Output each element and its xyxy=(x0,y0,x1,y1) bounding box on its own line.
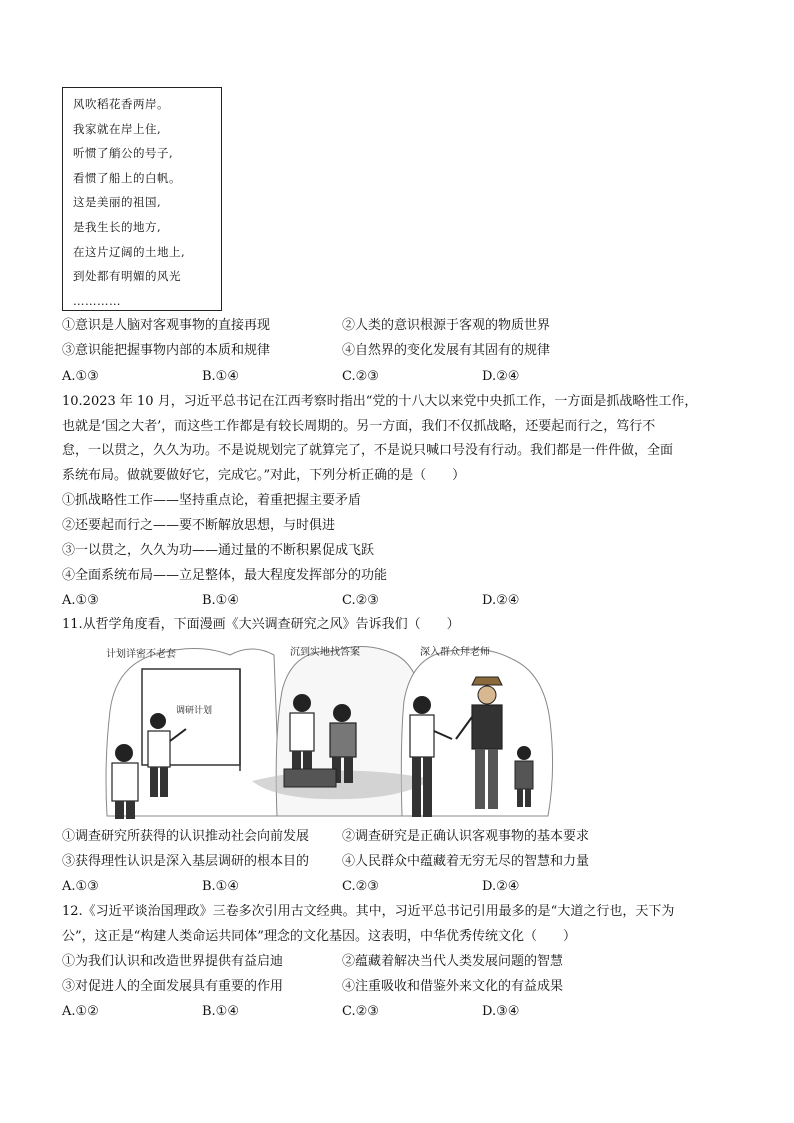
q10-stem-line: 10.2023 年 10 月，习近平总书记在江西考察时指出“党的十八大以来党中央抓工作，一方面是抓战略性工作， xyxy=(62,394,698,409)
farmer-hat xyxy=(472,677,502,685)
panel-2-title: 沉到实地找答案 xyxy=(290,647,360,658)
poem-line: 到处都有明媚的风光 xyxy=(73,269,181,284)
poem-line: 我家就在岸上住, xyxy=(73,121,162,136)
investigator-1-head xyxy=(293,694,311,712)
poem-line: 在这片辽阔的土地上, xyxy=(73,244,186,259)
q11-choice-b: B.①④ xyxy=(202,879,239,894)
q10-option-3: ③一以贯之，久久为功——通过量的不断积累促成飞跃 xyxy=(62,543,375,558)
poem-line: 是我生长的地方, xyxy=(73,219,162,234)
q12-option-1: ①为我们认识和改造世界提供有益启迪 xyxy=(62,954,284,969)
q12-choice-b: B.①④ xyxy=(202,1004,239,1019)
q12-stem-line: 公”，这正是“构建人类命运共同体”理念的文化基因。这表明，中华优秀传统文化（ ） xyxy=(62,929,576,944)
q9-choice-d: D.②④ xyxy=(482,369,520,384)
poem-line: 这是美丽的祖国, xyxy=(73,195,162,210)
cartoon-illustration xyxy=(102,641,560,821)
q9-option-3: ③意识能把握事物内部的本质和规律 xyxy=(62,343,271,358)
q11-choice-c: C.②③ xyxy=(342,879,379,894)
poem-line: 听惯了艄公的号子, xyxy=(73,146,174,161)
farmer-head xyxy=(478,686,496,704)
q9-choice-a: A.①③ xyxy=(62,369,99,384)
q10-choice-a: A.①③ xyxy=(62,593,99,608)
q10-option-1: ①抓战略性工作——坚持重点论，着重把握主要矛盾 xyxy=(62,493,362,508)
q10-stem-line: 怠，一以贯之，久久为功。不是说规划完了就算完了，不是说只喊口号没有行动。我们都是一件件做，全面 xyxy=(62,443,674,458)
board-text: 调研计划 xyxy=(176,706,213,716)
q10-option-2: ②还要起而行之——要不断解放思想，与时俱进 xyxy=(62,518,336,533)
q12-choice-c: C.②③ xyxy=(342,1004,379,1019)
q11-option-3: ③获得理性认识是深入基层调研的根本目的 xyxy=(62,854,310,869)
child-head xyxy=(517,746,531,760)
q12-option-4: ④注重吸收和借鉴外来文化的有益成果 xyxy=(342,979,564,994)
q11-choice-d: D.②④ xyxy=(482,879,520,894)
q11-option-4: ④人民群众中蕴藏着无穷无尽的智慧和力量 xyxy=(342,854,590,869)
q9-option-2: ②人类的意识根源于客观的物质世界 xyxy=(342,318,551,333)
q12-option-3: ③对促进人的全面发展具有重要的作用 xyxy=(62,979,284,994)
q11-option-2: ②调查研究是正确认识客观事物的基本要求 xyxy=(342,829,590,844)
q12-option-2: ②蕴藏着解决当代人类发展问题的智慧 xyxy=(342,954,564,969)
poem-box xyxy=(62,87,222,311)
q9-choice-b: B.①④ xyxy=(202,369,239,384)
q12-stem-line: 12.《习近平谈治国理政》三卷多次引用古文经典。其中，习近平总书记引用最多的是“大道之行也，天下为 xyxy=(62,904,675,919)
q10-choice-c: C.②③ xyxy=(342,593,379,608)
q11-option-1: ①调查研究所获得的认识推动社会向前发展 xyxy=(62,829,310,844)
listener-head xyxy=(115,744,133,762)
soil-tray xyxy=(284,769,336,787)
q9-choice-c: C.②③ xyxy=(342,369,379,384)
q10-choice-d: D.②④ xyxy=(482,593,520,608)
panel-1-title: 计划详密不老套 xyxy=(106,649,176,660)
q10-stem-line: 系统布局。做就要做好它，完成它。”对此，下列分析正确的是（ ） xyxy=(62,468,466,483)
q10-option-4: ④全面系统布局——立足整体，最大程度发挥部分的功能 xyxy=(62,568,388,583)
poem-line: 风吹稻花香两岸。 xyxy=(73,97,169,111)
q9-option-1: ①意识是人脑对客观事物的直接再现 xyxy=(62,318,271,333)
q10-stem-line: 也就是‘国之大者’，而这些工作都是有较长周期的。另一方面，我们不仅抓战略，还要起而行之，笃行不 xyxy=(62,419,656,434)
q11-choice-a: A.①③ xyxy=(62,879,99,894)
official-head xyxy=(413,696,431,714)
presenter-head xyxy=(150,713,166,729)
q9-option-4: ④自然界的变化发展有其固有的规律 xyxy=(342,343,551,358)
q12-choice-a: A.①② xyxy=(62,1004,99,1019)
poem-line: ………… xyxy=(73,293,121,308)
poem-line: 看惯了船上的白帆。 xyxy=(73,170,181,185)
panel-3-title: 深入群众拜老师 xyxy=(420,647,490,658)
investigator-2-head xyxy=(333,704,351,722)
q10-choice-b: B.①④ xyxy=(202,593,239,608)
q11-stem: 11.从哲学角度看，下面漫画《大兴调查研究之风》告诉我们（ ） xyxy=(62,617,460,632)
q12-choice-d: D.③④ xyxy=(482,1004,520,1019)
